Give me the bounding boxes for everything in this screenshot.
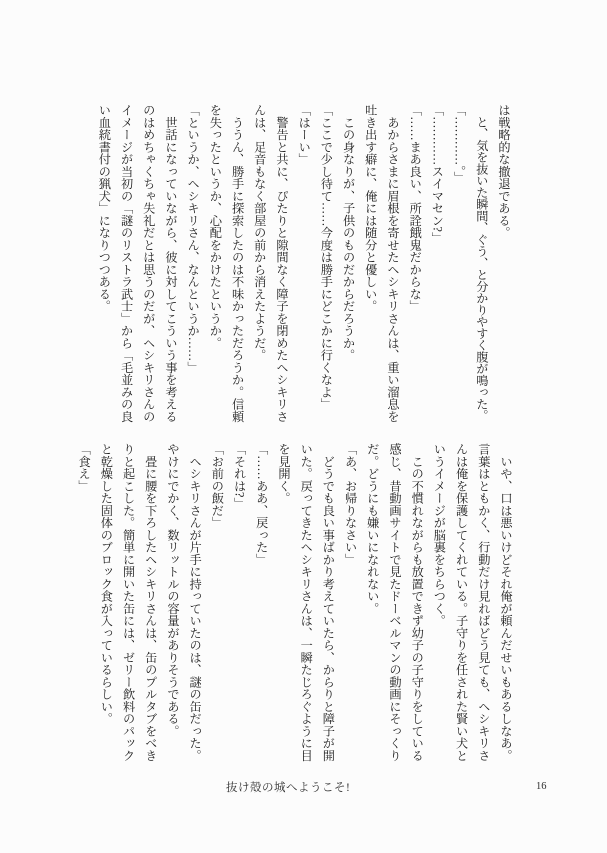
text-line: 「食え」 xyxy=(77,443,92,492)
text-line: ううん、勝手に探索したのは不味かっただろうか。信頼 xyxy=(230,104,245,423)
lower-text-block xyxy=(73,443,517,762)
page-number: 16 xyxy=(536,781,547,792)
text-line: 「……ああ、戻った」 xyxy=(254,443,269,566)
text-line: 世話になっていながら、彼に対してこういう事を考える xyxy=(163,104,178,423)
text-line: この不慣れながらも放置できず幼子の子守りをしている xyxy=(410,443,425,762)
text-line: のはめちゃくちゃ失礼だとは思うのだが、ヘシキリさんの xyxy=(141,104,156,423)
text-line: と、気を抜いた瞬間、ぐう、と分かりやすく腹が鳴った。 xyxy=(474,104,489,422)
text-line: 「というか、ヘシキリさん、なんというか……」 xyxy=(186,104,201,374)
text-line: ヘシキリさんが片手に持っていたのは、謎の缶だった。 xyxy=(188,443,203,762)
text-line: 「それは?」 xyxy=(232,443,247,510)
text-line: 言葉はともかく、行動だけ見ればどう見ても、ヘシキリさ xyxy=(476,443,491,762)
text-line: 「お前の飯だ」 xyxy=(210,443,225,529)
text-line: あからさまに眉根を寄せたヘシキリさんは、重い溜息を xyxy=(385,104,400,423)
text-line: いた。戻ってきたヘシキリさんは、一瞬たじろぐように目 xyxy=(299,443,314,762)
text-line: だ。どうにも嫌いになれない。 xyxy=(365,443,380,615)
text-line: 「……まあ良い、所詮餓鬼だからな」 xyxy=(408,104,423,313)
text-line: どうでも良い事ばかり考えていたら、からりと障子が開 xyxy=(321,443,336,762)
text-line: を見開く。 xyxy=(276,443,291,505)
text-line: 「ここで少し待て……今度は勝手にどこかに行くなよ」 xyxy=(319,104,334,411)
text-line: りと起こした。簡単に開いた缶には、ゼリー飲料のパック xyxy=(121,443,136,762)
text-line: 「…………スイマセン?」 xyxy=(430,104,445,245)
upper-text-block xyxy=(93,104,515,423)
running-title: 抜け殻の城へようこそ! xyxy=(226,782,351,794)
text-line: 吐き出す癖に、俺には随分と優しい。 xyxy=(363,104,378,313)
text-line: 「はーい」 xyxy=(297,104,312,166)
text-line: 感じ、昔動画サイトで見たドーベルマンの動画にそっくり xyxy=(387,443,402,762)
text-line: い血統書付の猟犬」になりつつある。 xyxy=(97,104,112,313)
text-line: やけにでかく、数リットルの容量がありそうである。 xyxy=(165,443,180,737)
text-line: 「…………。」 xyxy=(452,104,467,184)
text-line: 畳に腰を下ろしたヘシキリさんは、缶のプルタブをべき xyxy=(143,443,158,762)
text-line: を失ったというか、心配をかけたというか。 xyxy=(208,104,223,349)
text-line: いや、口は悪いけどそれ俺が頼んだせいもあるしなあ。 xyxy=(499,443,513,762)
text-line: いうイメージが脳裏をちらつく。 xyxy=(432,443,447,627)
text-line: んは、足音もなく部屋の前から消えたようだ。 xyxy=(252,104,267,362)
text-line: イメージが当初の「謎のリストラ武士」から「毛並みの良 xyxy=(119,104,134,423)
text-line: 警告と共に、ぴたりと隙間なく障子を閉めたヘシキリさ xyxy=(274,104,289,423)
text-line: と乾燥した固体のブロック食が入っているらしい。 xyxy=(99,443,114,725)
text-line: は戦略的な撤退である。 xyxy=(497,104,511,239)
text-line: んは俺を保護してくれている。子守りを任された賢い犬と xyxy=(454,443,469,762)
text-line: 「あ、お帰りなさい」 xyxy=(343,443,358,566)
text-line: この身なりが、子供のものだからだろうか。 xyxy=(341,104,356,362)
